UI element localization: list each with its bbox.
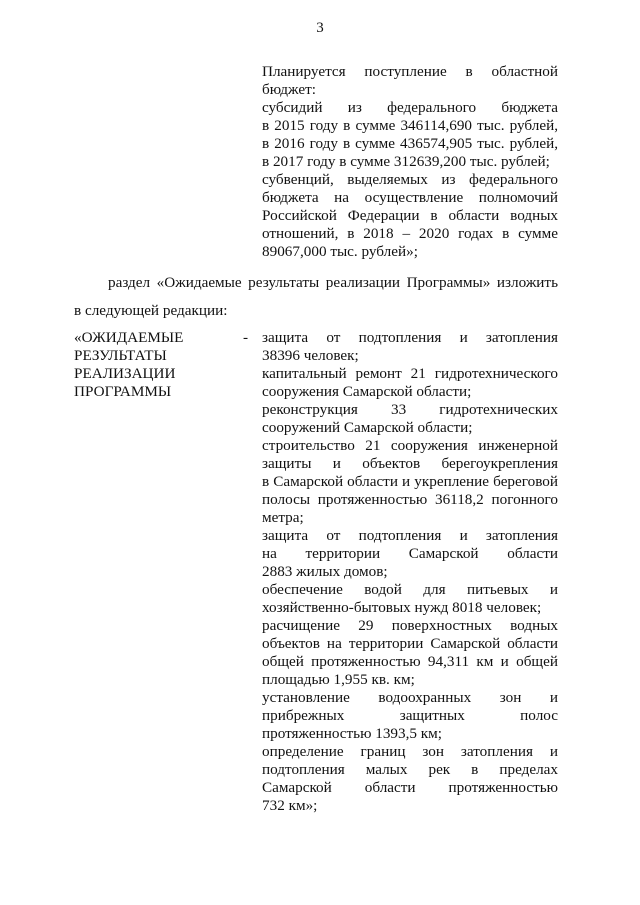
instruction-line: в следующей редакции: — [74, 302, 228, 319]
result-line: 732 км»; — [262, 797, 318, 814]
funding-line: в 2016 году в сумме 436574,905 тыс. рублей, — [262, 135, 558, 152]
funding-line: субсидий из федерального бюджета — [262, 99, 558, 116]
heading-line: РЕАЛИЗАЦИИ — [74, 365, 176, 382]
result-line: метра; — [262, 509, 304, 526]
heading-line: ПРОГРАММЫ — [74, 383, 172, 400]
result-line: прибрежных защитных полос — [262, 707, 558, 724]
result-line: расчищение 29 поверхностных водных — [262, 617, 558, 634]
result-line: площадью 1,955 кв. км; — [262, 671, 415, 688]
result-line: защита от подтопления и затопления — [262, 527, 558, 544]
result-line: сооружения Самарской области; — [262, 383, 472, 400]
funding-line: 89067,000 тыс. рублей»; — [262, 243, 418, 260]
result-line: реконструкция 33 гидротехнических — [262, 401, 558, 418]
heading-line: «ОЖИДАЕМЫЕ — [74, 329, 184, 346]
result-line: сооружений Самарской области; — [262, 419, 473, 436]
result-line: в Самарской области и укрепление береговой — [262, 473, 558, 490]
result-line: 2883 жилых домов; — [262, 563, 388, 580]
result-line: установление водоохранных зон и — [262, 689, 558, 706]
result-line: полосы протяженностью 36118,2 погонного — [262, 491, 558, 508]
result-line: объектов на территории Самарской области — [262, 635, 558, 652]
result-line: на территории Самарской области — [262, 545, 558, 562]
result-line: капитальный ремонт 21 гидротехнического — [262, 365, 558, 382]
funding-line: бюджет: — [262, 81, 316, 98]
funding-line: Российской Федерации в области водных — [262, 207, 558, 224]
funding-line: субвенций, выделяемых из федерального — [262, 171, 558, 188]
result-line: общей протяженностью 94,311 км и общей — [262, 653, 558, 670]
heading-dash: - — [243, 329, 249, 346]
result-line: определение границ зон затопления и — [262, 743, 558, 760]
result-line: протяженностью 1393,5 км; — [262, 725, 443, 742]
result-line: подтопления малых рек в пределах — [262, 761, 558, 778]
result-line: защиты и объектов берегоукрепления — [262, 455, 558, 472]
heading-line: РЕЗУЛЬТАТЫ — [74, 347, 167, 364]
page-number: 3 — [316, 20, 324, 36]
result-line: Самарской области протяженностью — [262, 779, 558, 796]
instruction-line: раздел «Ожидаемые результаты реализации Программы» изложить — [108, 274, 558, 291]
result-line: 38396 человек; — [262, 347, 359, 364]
result-line: защита от подтопления и затопления — [262, 329, 558, 346]
result-line: строительство 21 сооружения инженерной — [262, 437, 558, 454]
funding-line: Планируется поступление в областной — [262, 63, 558, 80]
funding-line: в 2017 году в сумме 312639,200 тыс. рублей; — [262, 153, 550, 170]
result-line: хозяйственно-бытовых нужд 8018 человек; — [262, 599, 542, 616]
result-line: обеспечение водой для питьевых и — [262, 581, 558, 598]
funding-line: отношений, в 2018 – 2020 годах в сумме — [262, 225, 558, 242]
results-heading — [74, 329, 244, 401]
funding-line: бюджета на осуществление полномочий — [262, 189, 558, 206]
funding-line: в 2015 году в сумме 346114,690 тыс. рублей, — [262, 117, 558, 134]
